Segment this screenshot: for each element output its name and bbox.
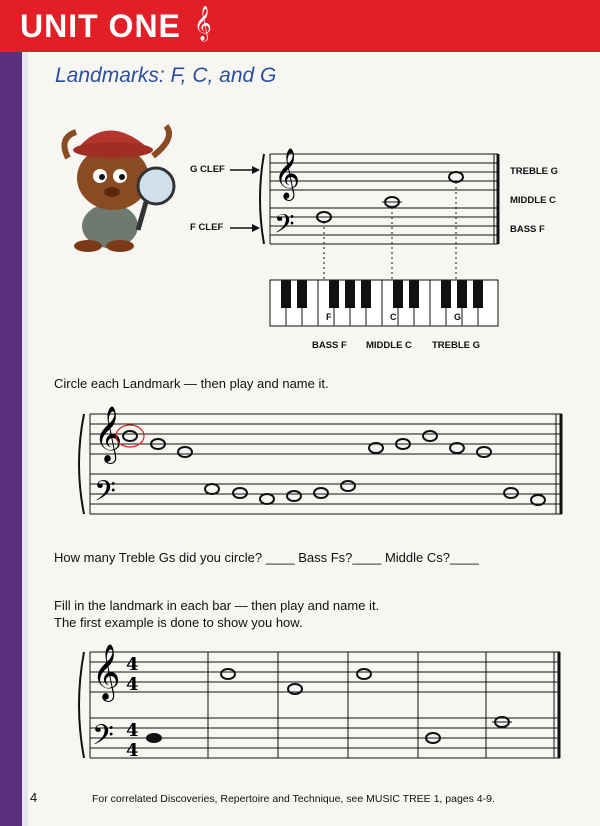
- time-sig-bottom: 4: [126, 674, 139, 695]
- unit-header: [0, 0, 600, 52]
- exercise1-instruction: Circle each Landmark — then play and name it.: [54, 376, 329, 391]
- landmark-grand-staff: [262, 150, 502, 260]
- exercise-note: [423, 431, 437, 441]
- unit-title: UNIT ONE: [20, 8, 181, 44]
- bass-f-label: BASS F: [510, 224, 545, 235]
- g-clef-label: G CLEF: [190, 164, 225, 175]
- detective-mascot-illustration: [58, 118, 188, 258]
- key-letter-f: F: [326, 312, 332, 322]
- treble-clef-icon: 𝄞: [94, 406, 123, 462]
- exercise-note: [178, 447, 192, 457]
- exercise2-instruction-1: Fill in the landmark in each bar — then play and name it.: [54, 598, 380, 613]
- exercise2-grand-staff: [80, 636, 570, 766]
- side-bar: [0, 0, 22, 826]
- bar-note: [221, 669, 235, 679]
- exercise-note: [477, 447, 491, 457]
- time-sig-bottom: 4: [126, 740, 139, 761]
- exercise-note: [123, 431, 137, 441]
- section-title: Landmarks: F, C, and G: [55, 64, 277, 87]
- piano-keyboard: [270, 280, 502, 328]
- key-letter-g: G: [454, 312, 462, 322]
- bass-clef-icon: 𝄢: [94, 475, 116, 515]
- arrow-icon: [230, 165, 260, 175]
- exercise-note: [341, 481, 355, 491]
- exercise-note: [233, 488, 247, 498]
- exercise-note: [287, 491, 301, 501]
- exercise-note: [504, 488, 518, 498]
- exercise-note: [260, 494, 274, 504]
- bass-clef-icon: 𝄢: [92, 719, 114, 759]
- exercise1-grand-staff: [80, 400, 570, 524]
- keyboard-label-middle-c: MIDDLE C: [366, 340, 412, 351]
- treble-clef-icon: 𝄞: [92, 644, 121, 700]
- exercise-note: [205, 484, 219, 494]
- whole-note-filled: [146, 733, 162, 743]
- keyboard-label-treble-g: TREBLE G: [432, 340, 481, 351]
- key-letter-c: C: [390, 312, 397, 322]
- time-sig-top: 4: [126, 654, 139, 675]
- page-number: 4: [30, 790, 38, 805]
- arrow-icon: [230, 223, 260, 233]
- keyboard-label-bass-f: BASS F: [312, 340, 347, 351]
- treble-clef-icon: 𝄞: [274, 148, 301, 199]
- bass-clef-icon: 𝄢: [274, 208, 295, 246]
- exercise2-instruction-2: The first example is done to show you how.: [54, 615, 303, 630]
- exercise1-question: How many Treble Gs did you circle? ____ Bass Fs?____ Middle Cs?____: [54, 550, 479, 565]
- middle-c-label: MIDDLE C: [510, 195, 556, 206]
- side-bar-shadow: [22, 50, 28, 826]
- exercise-note: [314, 488, 328, 498]
- footer-note: For correlated Discoveries, Repertoire and Technique, see MUSIC TREE 1, pages 4-9.: [92, 793, 495, 805]
- time-sig-top: 4: [126, 720, 139, 741]
- treble-g-label: TREBLE G: [510, 166, 559, 177]
- bar-note: [357, 669, 371, 679]
- treble-clef-icon: 𝄞: [194, 6, 212, 41]
- f-clef-label: F CLEF: [190, 222, 224, 233]
